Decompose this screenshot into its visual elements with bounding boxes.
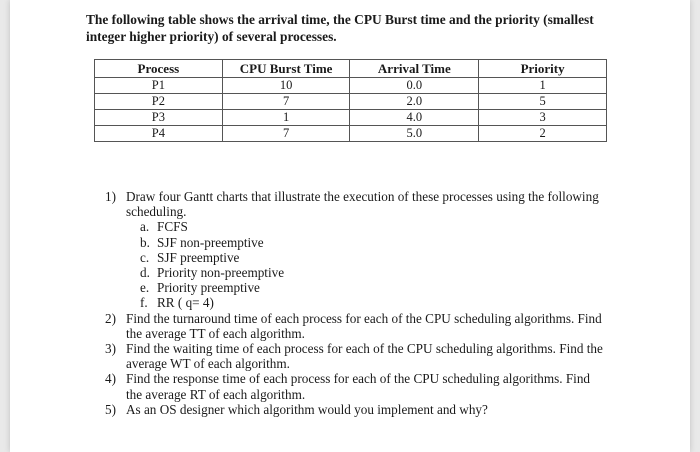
question-3 [105,341,635,371]
question-4 [105,371,635,401]
question-text-line: average WT of each algorithm. [126,356,290,372]
scheduling-item [105,219,635,234]
cell-priority: 1 [479,78,607,94]
question-number: 5) [105,401,116,417]
scheduling-item [105,280,635,295]
scheduling-item [105,295,635,310]
cell-priority: 3 [479,110,607,126]
intro-line-1: The following table shows the arrival time, the CPU Burst time and the priority (smallest [86,12,594,27]
table-row [95,78,607,94]
scheduling-letter: b. [140,234,150,250]
cell-burst: 7 [222,94,350,110]
scheduling-label: Priority non-preemptive [157,265,285,281]
question-2 [105,311,635,341]
cell-process: P4 [95,126,223,142]
question-number: 4) [105,371,116,387]
header-process: Process [95,60,223,78]
scheduling-item [105,265,635,280]
cell-priority: 2 [479,126,607,142]
cell-arrival: 0.0 [350,78,479,94]
cell-burst: 10 [222,78,350,94]
scheduling-label: Priority preemptive [157,280,260,296]
cell-priority: 5 [479,94,607,110]
cell-arrival: 5.0 [350,126,479,142]
question-list [105,189,635,417]
scheduling-label: RR ( q= 4) [157,295,214,311]
scheduling-label: FCFS [157,219,188,235]
header-arrival: Arrival Time [350,60,479,78]
cell-arrival: 2.0 [350,94,479,110]
question-text-line: Draw four Gantt charts that illustrate the execution of these processes using the following [126,189,599,204]
question-5 [105,402,635,417]
scheduling-letter: a. [140,219,150,235]
question-1 [105,189,635,219]
question-text-line: Find the waiting time of each process for each of the CPU scheduling algorithms. Find the [126,341,603,357]
intro-paragraph [86,11,646,45]
cell-arrival: 4.0 [350,110,479,126]
question-text-line: Find the response time of each process for each of the CPU scheduling algorithms. Find [126,371,591,387]
cell-process: P3 [95,110,223,126]
scheduling-label: SJF preemptive [157,249,240,265]
table-row [95,110,607,126]
scheduling-item [105,235,635,250]
intro-line-2: integer higher priority) of several processes. [86,29,337,44]
question-text-line: the average TT of each algorithm. [126,325,305,341]
table-row [95,94,607,110]
cell-burst: 7 [222,126,350,142]
question-number: 1) [105,189,116,204]
header-priority: Priority [479,60,607,78]
scheduling-label: SJF non-preemptive [157,234,264,250]
question-number: 3) [105,341,116,357]
process-table [94,59,607,142]
cell-process: P2 [95,94,223,110]
question-text-line: As an OS designer which algorithm would you implement and why? [126,401,488,417]
scheduling-letter: e. [140,280,150,296]
table-row [95,126,607,142]
question-text-line: the average RT of each algorithm. [126,386,306,402]
scheduling-item [105,250,635,265]
table-header-row [95,60,607,78]
question-number: 2) [105,310,116,326]
cell-burst: 1 [222,110,350,126]
cell-process: P1 [95,78,223,94]
header-cpu-burst: CPU Burst Time [222,60,350,78]
document-page [10,0,690,452]
scheduling-letter: c. [140,249,150,265]
scheduling-letter: f. [140,295,148,311]
question-text-line: Find the turnaround time of each process for each of the CPU scheduling algorithms. Find [126,310,602,326]
scheduling-letter: d. [140,265,150,281]
question-text-line: scheduling. [126,204,187,220]
